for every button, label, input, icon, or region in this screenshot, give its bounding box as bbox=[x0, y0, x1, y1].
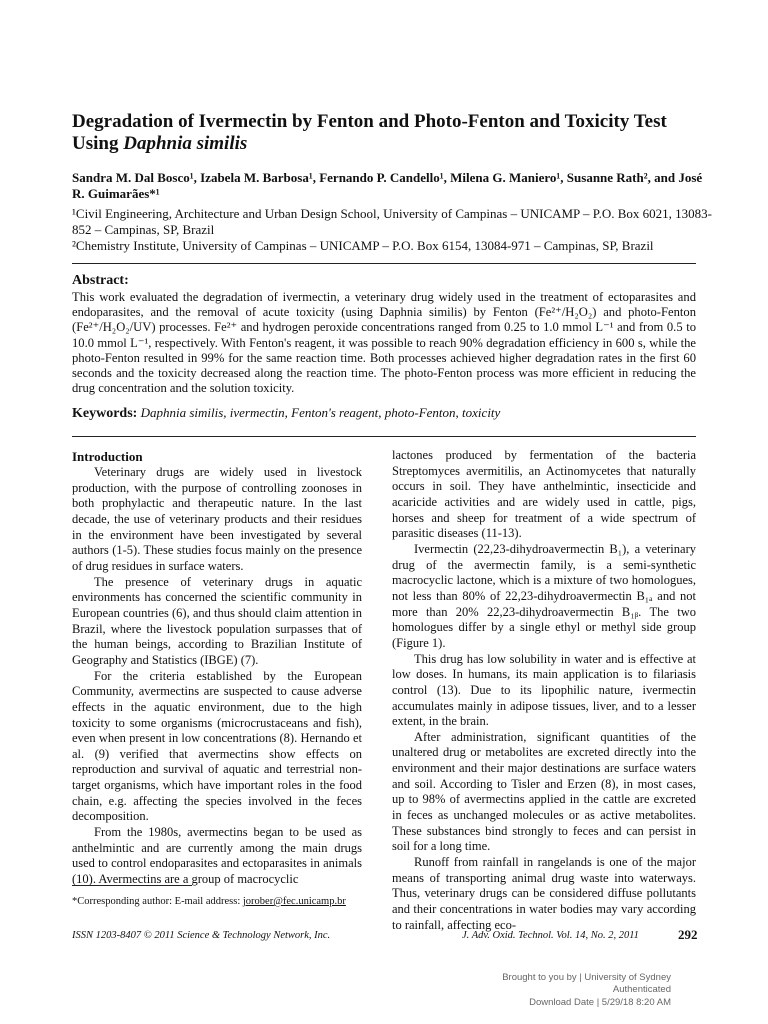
page-number: 292 bbox=[678, 927, 698, 942]
divider-bottom bbox=[72, 436, 696, 437]
footer-issn: ISSN 1203-8407 © 2011 Science & Technology Network, Inc. bbox=[72, 930, 331, 941]
paragraph: For the criteria established by the European Community, avermectins are suspected to cause adverse effects in the aquatic environment, due to the high toxicity to some organisms (microcrustaceans and fish), even when present in low concentrations (8). Hernando et al. (9) verified that avermectins show effects on reproduction and survival of aquatic and terrestrial non-target organisms, which have important roles in the food chain, e.g. affecting the species involved in the feces decomposition. bbox=[72, 668, 362, 824]
paragraph: lactones produced by fermentation of the bacteria Streptomyces avermitilis, an Actinomycetes that naturally occurs in soil. They have anthelmintic, insecticide and acaricide activities and are widely used in cattle, pigs, horses and sheep for treatment of a wide spectrum of parasitic diseases (11-13). bbox=[392, 448, 696, 541]
right-column bbox=[392, 448, 696, 933]
affiliation-2: ²Chemistry Institute, University of Campinas – UNICAMP – P.O. Box 6154, 13084-971 – Campinas, SP, Brazil bbox=[72, 238, 654, 253]
abstract-heading: Abstract: bbox=[72, 273, 129, 288]
author-list: Sandra M. Dal Bosco¹, Izabela M. Barbosa¹, Fernando P. Candello¹, Milena G. Maniero¹, Susanne Rath², and José R. Guimarães*¹ bbox=[72, 170, 703, 201]
paper-title-main: Degradation of Ivermectin by Fenton and Photo-Fenton and Toxicity Test Using bbox=[72, 111, 667, 154]
download-stamp bbox=[502, 972, 671, 1009]
footnote bbox=[72, 896, 382, 907]
abstract-text: This work evaluated the degradation of ivermectin, a veterinary drug widely used in the treatment of ectoparasites and endoparasites, and the removal of acute toxicity (using Daphnia similis) by Fenton (Fe²⁺/H₂O₂) and photo-Fenton (Fe²⁺/H₂O₂/UV) processes. Fe²⁺ and hydrogen peroxide concentrations ranged from 0.25 to 1.0 mmol L⁻¹ and from 0.5 to 10.0 mmol L⁻¹, respectively. With Fenton's reagent, it was possible to reach 90% degradation efficiency in 600 s, while the photo-Fenton resulted in 99% for the same reaction time. Both processes achieved higher degradation rates in the first 60 seconds and the toxicity decreased along the reaction time. The photo-Fenton process was more efficient in reducing the drug concentration and the solution toxicity. bbox=[72, 290, 696, 396]
stamp-line: Brought to you by | University of Sydney bbox=[502, 972, 671, 983]
paragraph: Runoff from rainfall in rangelands is one of the major means of transporting animal drug waste into waterways. Thus, veterinary drugs can be considered diffuse pollutants and their concentrations in water bodies may vary according to rainfall, affecting eco- bbox=[392, 855, 696, 932]
footnote-text: *Corresponding author: E-mail address: bbox=[72, 896, 243, 907]
paragraph: This drug has low solubility in water and is effective at low doses. In humans, its main application is to filariasis control (13). Due to its lipophilic nature, ivermectin accumulates mainly in adipose tissues, liver, and to a lesser extent, in the brain. bbox=[392, 651, 696, 729]
divider-top bbox=[72, 263, 696, 264]
paragraph: From the 1980s, avermectins began to be used as anthelmintic and are currently among the main drugs used to control endoparasites and ectoparasites in animals (10). Avermectins are a group of macrocyclic bbox=[72, 825, 362, 887]
stamp-line: Authenticated bbox=[612, 984, 671, 996]
paper-title bbox=[72, 111, 712, 155]
footer-journal: J. Adv. Oxid. Technol. Vol. 14, No. 2, 2011 bbox=[462, 930, 639, 941]
keywords-label: Keywords: bbox=[72, 406, 138, 421]
paper-title-italic: Daphnia similis bbox=[123, 133, 248, 154]
keywords bbox=[72, 405, 696, 422]
footnote-divider bbox=[72, 885, 192, 886]
email-link[interactable]: jorober@fec.unicamp.br bbox=[242, 896, 346, 907]
paragraph: After administration, significant quantities of the unaltered drug or metabolites are excreted directly into the environment and their major destinations are surface waters and soil. According to Tisler and Erzen (8), in most cases, up to 98% of avermectins applied in the cattle are excreted in feces as unchanged molecules or as active metabolites. These substances bind strongly to feces and can persist in soil for a long time. bbox=[392, 729, 696, 854]
stamp-line: Download Date | 5/29/18 8:20 AM bbox=[529, 996, 671, 1008]
introduction-heading: Introduction bbox=[72, 449, 143, 464]
affiliation-1: ¹Civil Engineering, Architecture and Urban Design School, University of Campinas – UNICAMP – P.O. Box 6021, 13083-852 – Campinas, SP, Brazil bbox=[72, 206, 712, 237]
paragraph: Veterinary drugs are widely used in livestock production, with the purpose of controlling zoonoses in both prophylactic and therapeutic nature. In the last decade, the use of veterinary products and their residues in the environment have been investigated by several authors (1-5). These studies focus mainly on the presence of drug residues in surface waters. bbox=[72, 465, 362, 573]
affiliations bbox=[72, 206, 712, 254]
paragraph: Ivermectin (22,23-dihydroavermectin B₁), a veterinary drug of the avermectin family, is a semi-synthetic macrocyclic lactone, which is a mixture of two homologues, not less than 80% of 22,23-dihydroavermectin B₁ₐ and not more than 20% 22,23-dihydroavermectin B₁ᵦ. The two homologues differ by a single ethyl or methyl side group (Figure 1). bbox=[392, 541, 696, 650]
keywords-text: Daphnia similis, ivermectin, Fenton's reagent, photo-Fenton, toxicity bbox=[137, 405, 501, 420]
paragraph: The presence of veterinary drugs in aquatic environments has concerned the scientific community in European countries (6), and thus should claim attention in Brazil, where the livestock population surpasses that of the human beings, according to Brazilian Institute of Geography and Statistics (IBGE) (7). bbox=[72, 574, 362, 667]
left-column bbox=[72, 448, 362, 888]
